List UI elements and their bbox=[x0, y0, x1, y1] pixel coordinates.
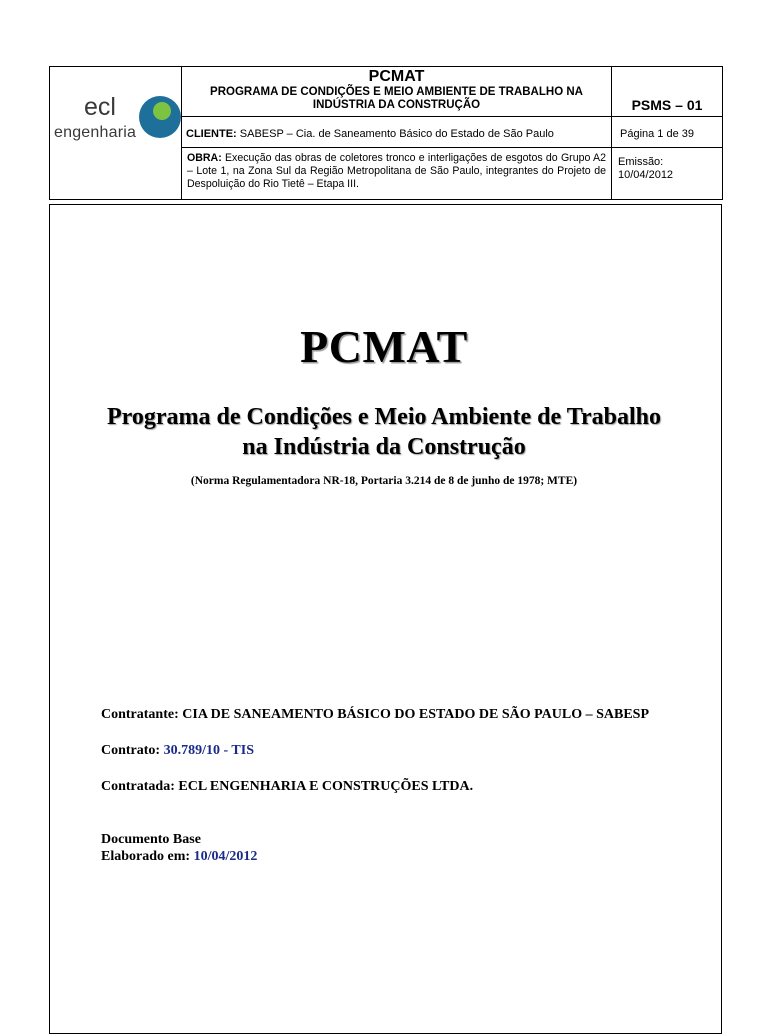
client-value: SABESP – Cia. de Saneamento Básico do Estado de São Paulo bbox=[236, 127, 554, 140]
document-header bbox=[49, 66, 723, 200]
logo-word: ecl bbox=[84, 93, 116, 121]
emissao-cell bbox=[612, 147, 723, 199]
header-subtitle-line2: INDÚSTRIA DA CONSTRUÇÃO bbox=[312, 99, 481, 111]
emissao-date: 10/04/2012 bbox=[618, 168, 674, 181]
cover-subtitle-line1: Programa de Condições e Meio Ambiente de Trabalho bbox=[107, 404, 661, 430]
contratante-line bbox=[101, 707, 649, 723]
elaborado-value: 10/04/2012 bbox=[190, 849, 258, 864]
contratante-label: Contratante: bbox=[101, 707, 179, 722]
elaborado-label: Elaborado em: bbox=[101, 849, 191, 864]
header-title: PCMAT bbox=[368, 68, 425, 85]
contratante-value: CIA DE SANEAMENTO BÁSICO DO ESTADO DE SÃO PAULO – SABESP bbox=[178, 707, 650, 722]
emissao-label: Emissão: bbox=[618, 155, 664, 168]
cover-subtitle bbox=[60, 402, 708, 462]
obra-label: OBRA: bbox=[187, 151, 222, 164]
obra-cell bbox=[182, 147, 612, 199]
documento-base: Documento Base bbox=[101, 832, 201, 847]
elaborado-line bbox=[101, 849, 257, 865]
contrato-line bbox=[101, 743, 254, 759]
contrato-value: 30.789/10 - TIS bbox=[160, 743, 254, 758]
logo-cell bbox=[50, 67, 182, 200]
client-cell bbox=[182, 117, 612, 147]
norma-reference: (Norma Regulamentadora NR-18, Portaria 3.214 de 8 de junho de 1978; MTE) bbox=[190, 475, 578, 487]
ecl-engenharia-logo bbox=[54, 93, 182, 147]
contrato-label: Contrato: bbox=[101, 743, 161, 758]
header-subtitle-line1: PROGRAMA DE CONDIÇÕES E MEIO AMBIENTE DE TRABALHO NA bbox=[210, 86, 583, 98]
logo-tagline: engenharia bbox=[54, 124, 137, 141]
cover-title: PCMAT bbox=[300, 321, 468, 372]
page-number: Página 1 de 39 bbox=[612, 117, 723, 147]
contratada-label: Contratada: bbox=[101, 779, 175, 794]
header-title-cell bbox=[182, 67, 612, 117]
contratada-value: ECL ENGENHARIA E CONSTRUÇÕES LTDA. bbox=[174, 779, 474, 794]
cover-subtitle-line2: na Indústria da Construção bbox=[242, 434, 526, 460]
logo-circle-icon bbox=[138, 95, 182, 139]
contratada-line bbox=[101, 779, 473, 795]
obra-value: Execução das obras de coletores tronco e interligações de esgotos do Grupo A2 – Lote 1, na Zona Sul da Região Metropolitana de São Paulo, integrantes do Projeto de Despoluição do Rio Tietê – Etapa III. bbox=[187, 151, 606, 190]
document-code: PSMS – 01 bbox=[612, 67, 723, 117]
client-label: CLIENTE: bbox=[186, 127, 237, 140]
